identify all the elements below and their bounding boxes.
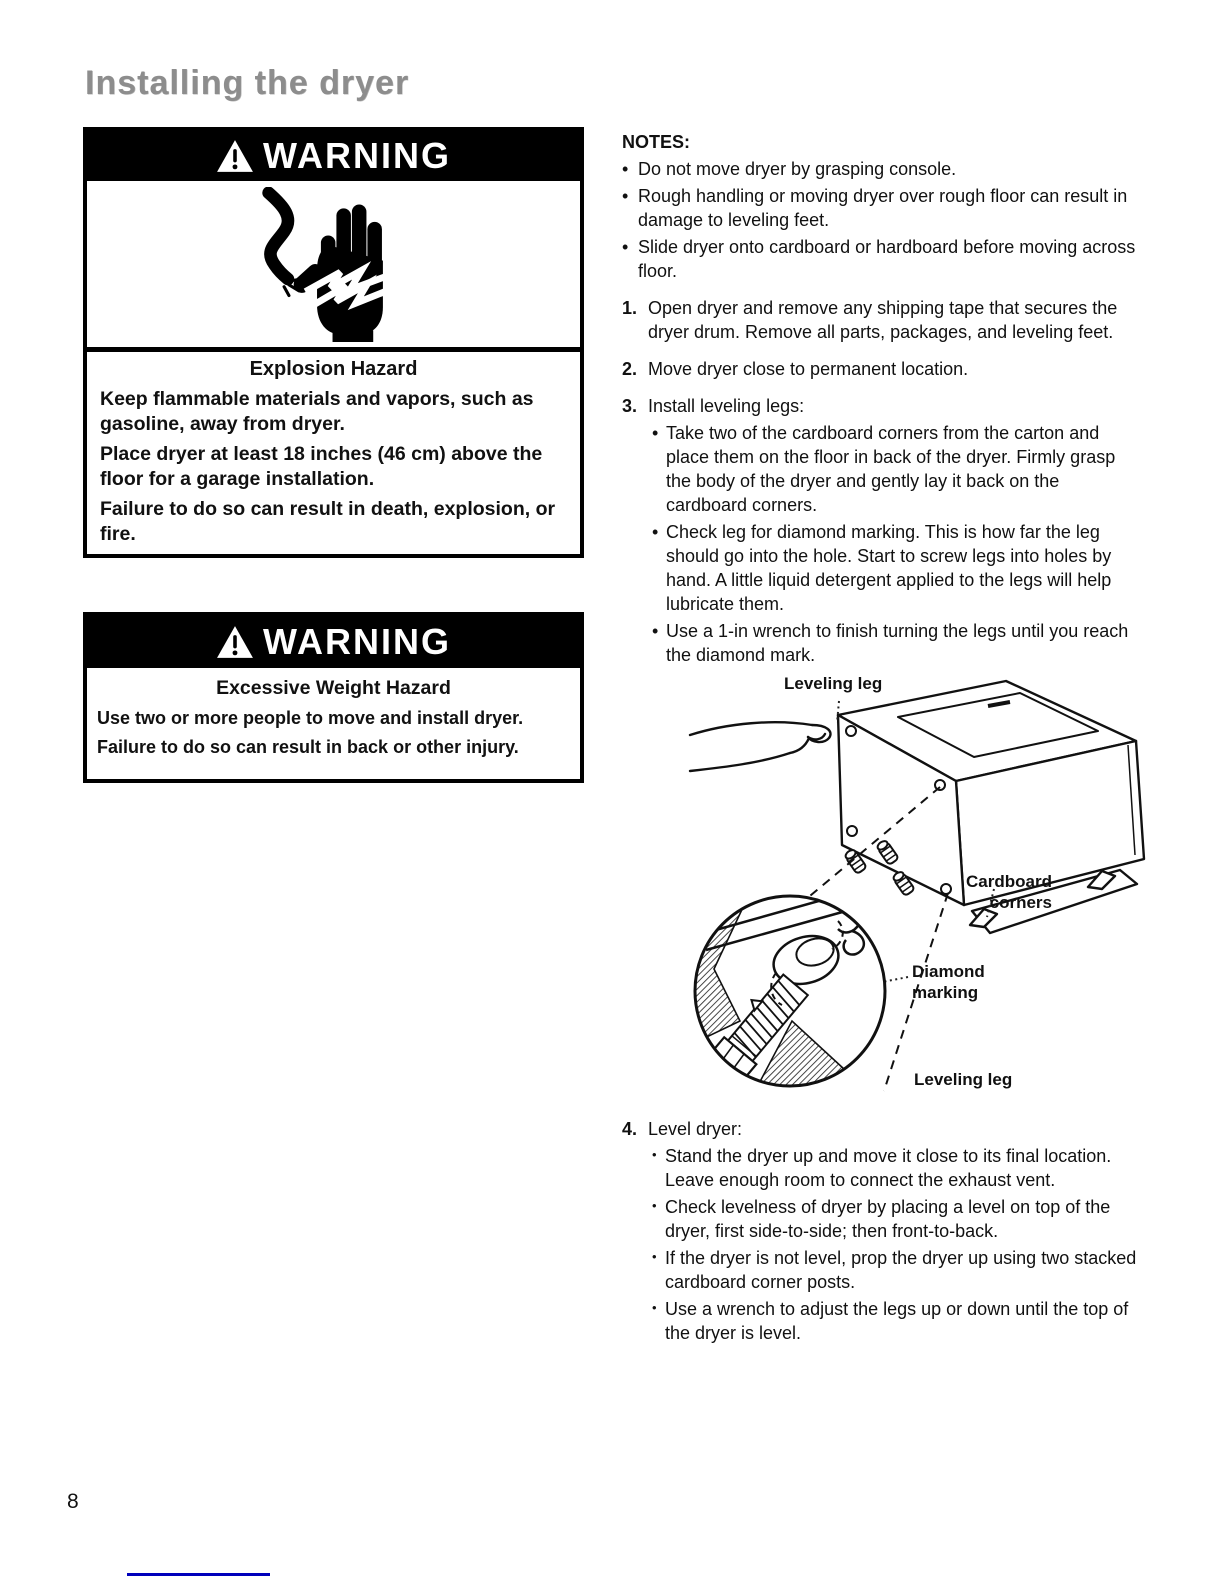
bullet — [652, 421, 666, 517]
dryer-on-cardboard-illustration — [688, 673, 1148, 1107]
hazard-title: Excessive Weight Hazard — [216, 677, 451, 699]
bullet — [652, 520, 666, 616]
bullet — [622, 184, 638, 232]
warning-header — [87, 131, 580, 181]
bullet — [652, 619, 666, 667]
step-1 — [622, 296, 1137, 344]
step-4-bullet — [652, 1297, 1137, 1345]
bullet — [622, 157, 638, 181]
dryer-leveling-figure — [688, 673, 1148, 1107]
step-4-bullet — [652, 1246, 1137, 1294]
hazard-icon-area — [87, 181, 580, 352]
step-number: 4. — [622, 1119, 638, 1139]
label-leveling-leg-top: Leveling leg — [784, 674, 883, 693]
page-number: 8 — [67, 1490, 79, 1513]
step-number: 2. — [622, 359, 638, 379]
hazard-paragraph: Failure to do so can result in death, explosion, or fire. — [100, 498, 556, 545]
hazard-paragraph: Keep flammable materials and vapors, such as gasoline, away from dryer. — [100, 388, 534, 435]
note-text: Do not move dryer by grasping console. — [638, 159, 957, 179]
step-2 — [622, 357, 1137, 381]
note-text: Rough handling or moving dryer over rough floor can result in damage to leveling feet. — [638, 186, 1128, 230]
label-diamond-marking: Diamond marking — [912, 962, 985, 1002]
step-3-bullet — [652, 619, 1137, 667]
label-cardboard-corners: Cardboard corners — [966, 872, 1052, 912]
warning-triangle-icon — [216, 625, 254, 659]
hazard-paragraph: Failure to do so can result in back or other injury. — [97, 737, 519, 757]
warning-text-area — [87, 352, 580, 547]
step-bullet-text: If the dryer is not level, prop the dryer up using two stacked cardboard corner posts. — [665, 1248, 1137, 1292]
warning-text-area — [87, 668, 580, 761]
step-4-bullet — [652, 1144, 1137, 1192]
step-bullet-text: Use a wrench to adjust the legs up or down until the top of the dryer is level. — [665, 1299, 1129, 1343]
step-bullet-text: Take two of the cardboard corners from the carton and place them on the floor in back of the dryer. Firmly grasp the body of the dryer and gently lay it back on the cardboard corners. — [666, 423, 1116, 515]
step-bullet-text: Check leg for diamond marking. This is how far the leg should go into the hole. Start to screw legs into holes by hand. A little liquid detergent applied to the legs will help lubricate them. — [666, 522, 1112, 614]
step-number: 3. — [622, 396, 638, 416]
step-text: Move dryer close to permanent location. — [648, 359, 969, 379]
hazard-paragraph: Use two or more people to move and install dryer. — [97, 708, 524, 728]
warning-header-label: WARNING — [263, 621, 451, 662]
warning-header-label: WARNING — [263, 135, 451, 176]
step-bullet-text: Stand the dryer up and move it close to its final location. Leave enough room to connect the exhaust vent. — [665, 1146, 1112, 1190]
note-item — [622, 235, 1137, 283]
warning-triangle-icon — [216, 139, 254, 173]
step-3 — [622, 394, 1137, 667]
bullet — [652, 1195, 665, 1243]
bullet — [652, 1144, 665, 1192]
step-text: Install leveling legs: — [648, 396, 805, 416]
note-item — [622, 184, 1137, 232]
warning-header — [87, 616, 580, 668]
note-item — [622, 157, 1137, 181]
bullet — [652, 1297, 665, 1345]
step-bullet-text: Use a 1-in wrench to finish turning the legs until you reach the diamond mark. — [666, 621, 1129, 665]
step-4 — [622, 1117, 1137, 1345]
step-bullet-text: Check levelness of dryer by placing a level on top of the dryer, first side-to-side; then front-to-back. — [665, 1197, 1111, 1241]
step-3-bullet — [652, 520, 1137, 616]
step-3-bullet — [652, 421, 1137, 517]
instructions-column — [622, 130, 1137, 1345]
hazard-title: Explosion Hazard — [249, 358, 418, 380]
bullet — [622, 235, 638, 283]
step-4-bullet — [652, 1195, 1137, 1243]
page-title: Installing the dryer — [85, 64, 410, 102]
bullet — [652, 1246, 665, 1294]
step-number: 1. — [622, 298, 638, 318]
hazard-paragraph: Place dryer at least 18 inches (46 cm) above the floor for a garage installation. — [100, 443, 543, 490]
label-leveling-leg-bottom: Leveling leg — [914, 1070, 1013, 1089]
note-text: Slide dryer onto cardboard or hardboard before moving across floor. — [638, 237, 1136, 281]
warning-box-excessive-weight — [83, 612, 584, 783]
footer-link-underline[interactable] — [127, 1573, 270, 1576]
step-text: Open dryer and remove any shipping tape that secures the dryer drum. Remove all parts, packages, and leveling feet. — [648, 298, 1118, 342]
warning-box-explosion-hazard — [83, 127, 584, 558]
step-text: Level dryer: — [648, 1119, 743, 1139]
notes-heading: NOTES: — [622, 132, 691, 152]
electric-shock-hand-icon — [231, 187, 436, 342]
